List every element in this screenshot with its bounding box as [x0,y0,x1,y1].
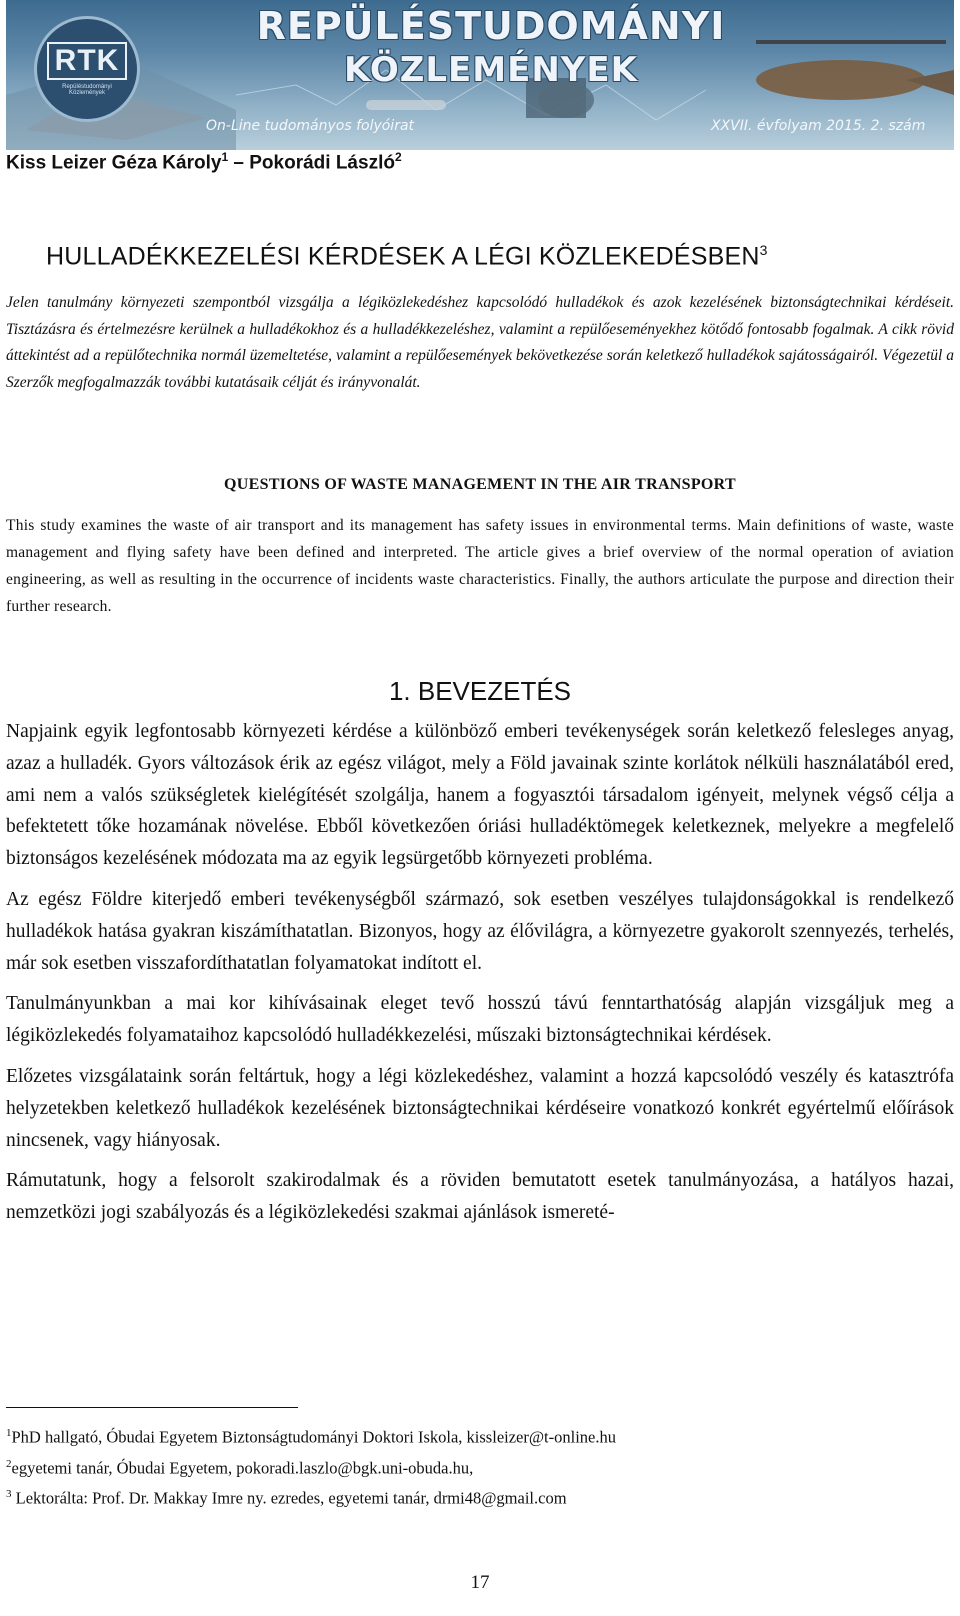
paragraph: Az egész Földre kiterjedő emberi tevékenységből származó, sok esetben veszélyes tulajdonságokkal is rendelkező hulladékok hatása gyakran kiszámíthatatlan. Bizonyos, hogy az élővilágra, a környezetre gyakorolt szennyezés, terhelés, már sok esetben visszafordíthatatlan folyamatokat indított el. [6,888,954,974]
footnote-mark: 1 [6,1427,12,1439]
footnote-text: egyetemi tanár, Óbudai Egyetem, pokoradi.laszlo@bgk.uni-obuda.hu, [11,1458,474,1477]
author-1-footnote-mark: 1 [221,150,229,164]
paper-title-text: HULLADÉKKEZELÉSI KÉRDÉSEK A LÉGI KÖZLEKEDÉSBEN [46,242,760,271]
section-heading: 1. BEVEZETÉS [388,676,572,706]
paragraph: Napjaink egyik legfontosabb környezeti kérdése a különböző emberi tevékenységek során keletkező felesleges anyag, azaz a hulladék. Gyors változások érik az egész világot, mely a Föld javainak szinte korlátok nélküli használatából ered, ami nem a valós szükségletek kielégítését szolgálja, hanem a fogyasztói társadalom igényeit, melynek végső célja a befektetett tőke hozamának növelése. Ebből következően óriási hulladéktömegek keletkeznek, melyekre a megfelelő biztonságos kezelésének módozata ma az egyik legsürgetőbb környezeti probléma. [6,721,954,870]
paragraph: Tanulmányunkban a mai kor kihívásainak eleget tevő hosszú távú fenntarthatóság alapján vizsgáljuk meg a légiközlekedés folyamataihoz kapcsolódó hulladékkezelési, műszaki biztonságtechnikai kérdések. [6,993,954,1047]
author-line [6,150,402,174]
author-1: Kiss Leizer Géza Károly [6,152,222,174]
journal-subtitle: KÖZLEMÉNYEK [344,50,638,90]
author-2: Pokorádi László [249,152,395,174]
author-2-footnote-mark: 2 [394,150,402,164]
footnote-2 [6,1451,954,1482]
footnote-mark: 3 [6,1488,12,1500]
journal-banner [6,0,954,150]
rtk-logo [34,16,140,122]
logo-subtitle: Repüléstudományi Közlemények [62,84,112,96]
footnote-divider [6,1407,298,1408]
journal-issue: XXVII. évfolyam 2015. 2. szám [711,118,926,134]
footnote-3 [6,1481,954,1512]
footnote-text: Lektorálta: Prof. Dr. Makkay Imre ny. ezredes, egyetemi tanár, drmi48@gmail.com [11,1488,567,1508]
author-separator: – [228,152,250,174]
page-number: 17 [470,1572,490,1593]
english-title: QUESTIONS OF WASTE MANAGEMENT IN THE AIR TRANSPORT [224,476,736,493]
footnote-mark: 2 [6,1457,12,1470]
paragraph: Rámutatunk, hogy a felsorolt szakirodalmak és a röviden bemutatott esetek tanulmányozása, a hatályos hazai, nemzetközi jogi szabályozás és a légiközlekedési szakmai ajánlások ismereté- [6,1170,954,1224]
footnote-1 [6,1420,954,1451]
paragraph: Előzetes vizsgálataink során feltártuk, hogy a légi közlekedéshez, valamint a hozzá kapcsolódó veszély és katasztrófa helyzetekben keletkező hulladékok kezelésének biztonságtechnikai kérdéseire vonatkozó konkrét egyértelmű előírások nincsenek, vagy hiányosak. [6,1065,954,1151]
paper-title-footnote-mark: 3 [759,242,768,258]
abstract-hungarian: Jelen tanulmány környezeti szempontból vizsgálja a légiközlekedéshez kapcsolódó hulladékok és azok kezelésének biztonságtechnikai kérdéseit. Tisztázásra és értelmezésre kerülnek a hulladékokhoz és a hulladékkezeléshez, valamint a repülőeseményekhez kötődő fontosabb fogalmak. A cikk rövid áttekintést ad a repülőtechnika normál üzemeltetése, valamint a repülőesemények bekövetkezése során keletkező hulladékok sajátosságairól. Végezetül a Szerzők megfogalmazzák további kutatásaik célját és irányvonalát. [6,294,954,391]
journal-title: REPÜLÉSTUDOMÁNYI [256,4,726,48]
journal-tagline: On-Line tudományos folyóirat [206,118,415,134]
abstract-english: This study examines the waste of air transport and its management has safety issues in environmental terms. Main definitions of waste, waste management and flying safety have been defined and interpreted. The article gives a brief overview of the normal operation of aviation engineering, as well as resulting in the occurrence of incidents waste characteristics. Finally, the authors articulate the purpose and direction their further research. [6,517,954,615]
logo-text: RTK [47,42,128,80]
footnote-text: PhD hallgató, Óbudai Egyetem Biztonságtudományi Doktori Iskola, kissleizer@t-online.hu [11,1427,617,1447]
paper-title [46,242,946,271]
footnotes [6,1420,954,1512]
body-text [6,716,954,1238]
